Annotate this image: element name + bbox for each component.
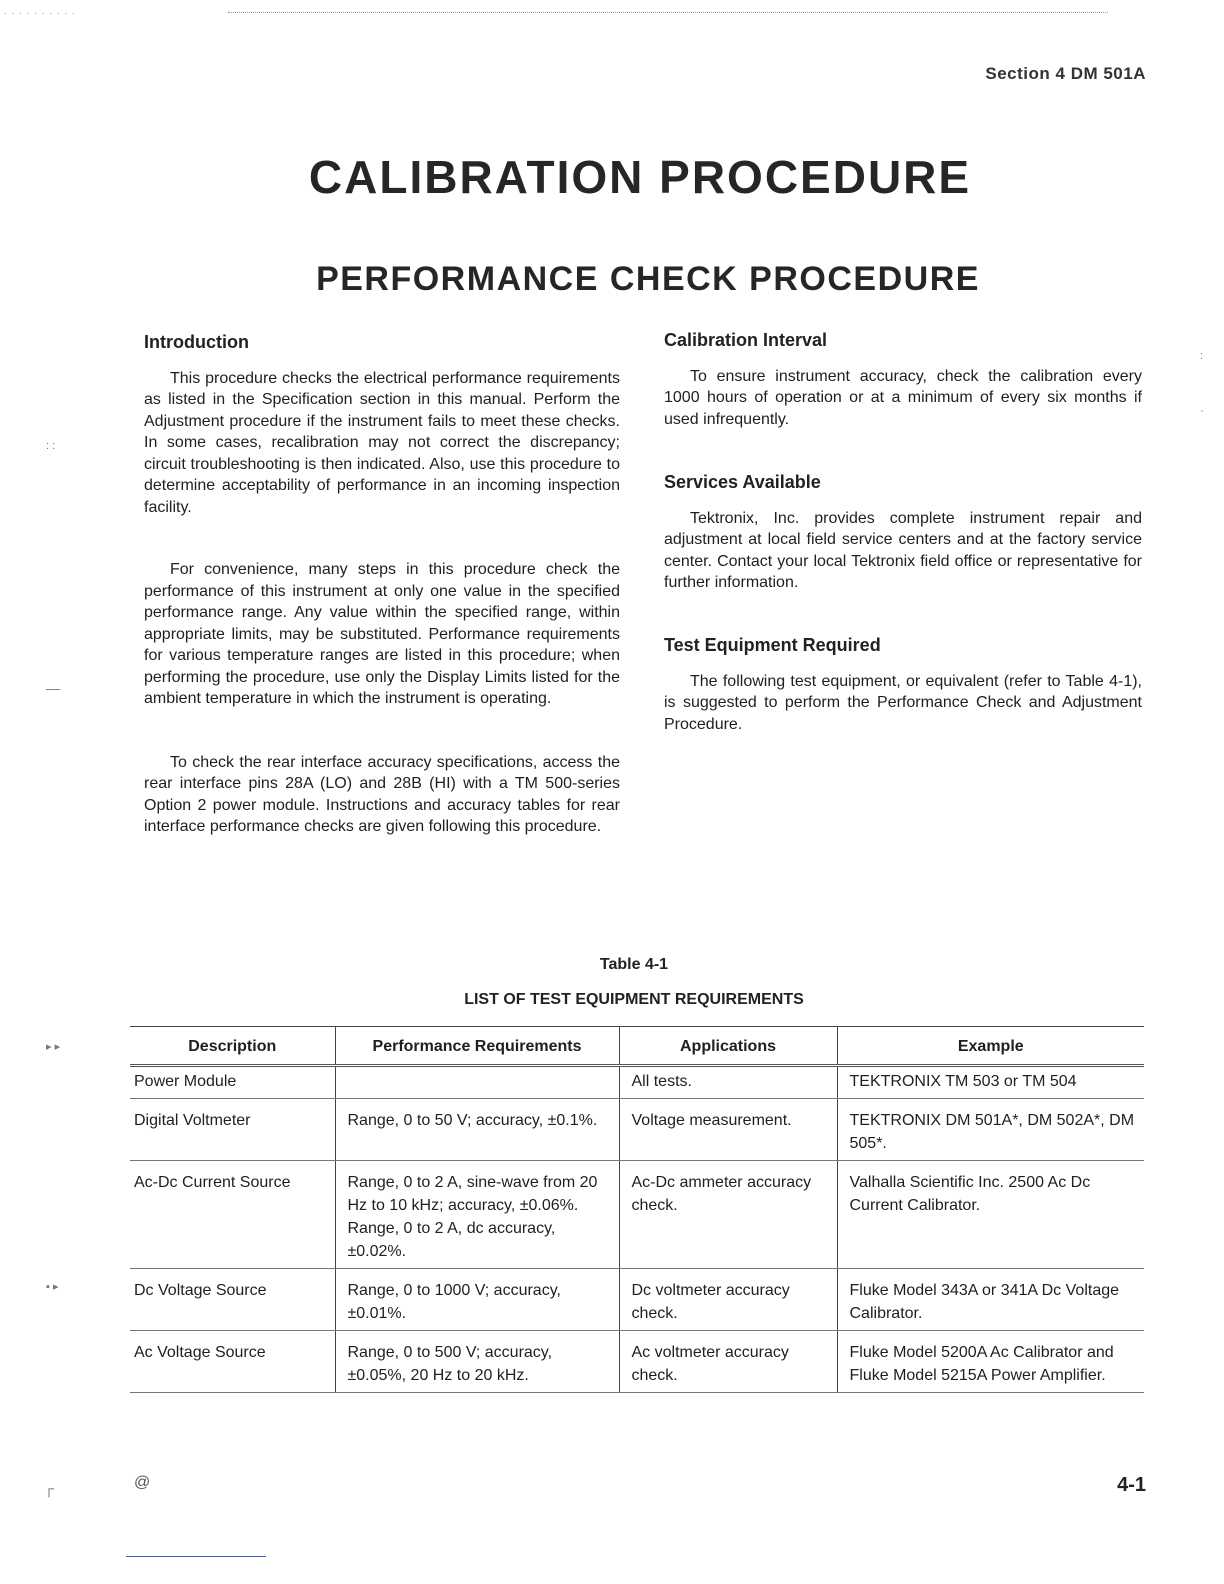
services-available-section [664,472,1142,594]
table-title: LIST OF TEST EQUIPMENT REQUIREMENTS [464,991,804,1008]
services-available-text: Tektronix, Inc. provides complete instrument repair and adjustment at local field service centers and at the factory service center. Contact your local Tektronix field office or representative for further information. [664,509,1142,591]
calibration-interval-text: To ensure instrument accuracy, check the calibration every 1000 hours of operation or at a minimum of every six months if used infrequently. [664,367,1142,428]
table-row [130,1269,1144,1331]
test-equipment-section [664,635,1142,735]
cell-example: TEKTRONIX DM 501A*, DM 502A*, DM 505*. [837,1099,1144,1161]
intro-paragraph-1: This procedure checks the electrical performance requirements as listed in the Specification section in this manual. Perform the Adjustment procedure if the instrument fails to meet these checks. In some cases, recalibration may not correct the discrepancy; circuit troubleshooting is then indicated. Also, use this procedure to determine acceptability of performance in an incoming inspection facility. [144,369,620,516]
intro-paragraph-2: For convenience, many steps in this procedure check the performance of this instrument at only one value in the specified performance range. Any value within the specified range, within appropriate limits, may be substituted. Performance requirements for various temperature ranges are listed in this procedure; when performing the procedure, use only the Display Limits listed for the ambient temperature in which the instrument is operating. [144,561,620,707]
cell-description: Ac Voltage Source [130,1331,335,1393]
introduction-heading: Introduction [144,332,249,352]
cell-description: Dc Voltage Source [130,1269,335,1331]
scan-speck: — [46,680,60,696]
scan-speck: : : [46,440,56,452]
page-number: 4-1 [1117,1474,1146,1496]
test-equipment-table [130,1026,1144,1393]
cell-example: Valhalla Scientific Inc. 2500 Ac Dc Current Calibrator. [837,1161,1144,1269]
calibration-interval-section [664,330,1142,430]
intro-paragraph-3: To check the rear interface accuracy specifications, access the rear interface pins 28A (LO) and 28B (HI) with a TM 500-series Option 2 power module. Instructions and accuracy tables for rear interface performance checks are given following this procedure. [144,753,620,835]
cell-example: Fluke Model 343A or 341A Dc Voltage Calibrator. [837,1269,1144,1331]
column-header-description: Description [130,1027,335,1066]
scan-speck: : [1200,350,1204,362]
scan-speck: ┌ [44,1480,54,1496]
scan-speck: ▪ ▸ [46,1281,59,1293]
scan-speck: · [1200,405,1204,417]
table-header-row [130,1027,1144,1066]
services-available-heading: Services Available [664,472,821,492]
cell-performance: Range, 0 to 2 A, sine-wave from 20 Hz to 10 kHz; accuracy, ±0.06%. Range, 0 to 2 A, dc accuracy, ±0.02%. [335,1161,619,1269]
introduction-section [144,332,620,838]
cell-applications: Ac-Dc ammeter accuracy check. [619,1161,837,1269]
table-row [130,1099,1144,1161]
cell-performance: Range, 0 to 500 V; accuracy, ±0.05%, 20 Hz to 20 kHz. [335,1331,619,1393]
table-row [130,1066,1144,1099]
column-header-performance: Performance Requirements [335,1027,619,1066]
cell-description: Ac-Dc Current Source [130,1161,335,1269]
cell-performance: Range, 0 to 1000 V; accuracy, ±0.01%. [335,1269,619,1331]
cell-description: Power Module [130,1066,335,1099]
top-rule [228,12,1108,13]
calibration-interval-heading: Calibration Interval [664,330,828,350]
cell-performance [335,1066,619,1099]
copyright-mark: @ [134,1474,151,1491]
test-equipment-heading: Test Equipment Required [664,635,881,655]
page-title: CALIBRATION PROCEDURE [308,151,972,203]
cell-applications: All tests. [619,1066,837,1099]
column-header-example: Example [837,1027,1144,1066]
cell-applications: Voltage measurement. [619,1099,837,1161]
cell-applications: Ac voltmeter accuracy check. [619,1331,837,1393]
table-number: Table 4-1 [599,956,669,973]
column-header-applications: Applications [619,1027,837,1066]
cell-performance: Range, 0 to 50 V; accuracy, ±0.1%. [335,1099,619,1161]
cell-example: TEKTRONIX TM 503 or TM 504 [837,1066,1144,1099]
bottom-link-line [126,1556,266,1557]
table-row [130,1331,1144,1393]
cell-description: Digital Voltmeter [130,1099,335,1161]
cell-applications: Dc voltmeter accuracy check. [619,1269,837,1331]
scan-speck: ▸ ▸ [46,1041,61,1053]
test-equipment-text: The following test equipment, or equivalent (refer to Table 4-1), is suggested to perform the Performance Check and Adjustment Procedure. [664,672,1142,733]
section-label: Section 4 DM 501A [985,64,1146,83]
scan-artifact-dots: . . . . . . . . . . [4,6,76,17]
page-subtitle: PERFORMANCE CHECK PROCEDURE [316,260,980,298]
cell-example: Fluke Model 5200A Ac Calibrator and Fluke Model 5215A Power Amplifier. [837,1331,1144,1393]
table-row [130,1161,1144,1269]
